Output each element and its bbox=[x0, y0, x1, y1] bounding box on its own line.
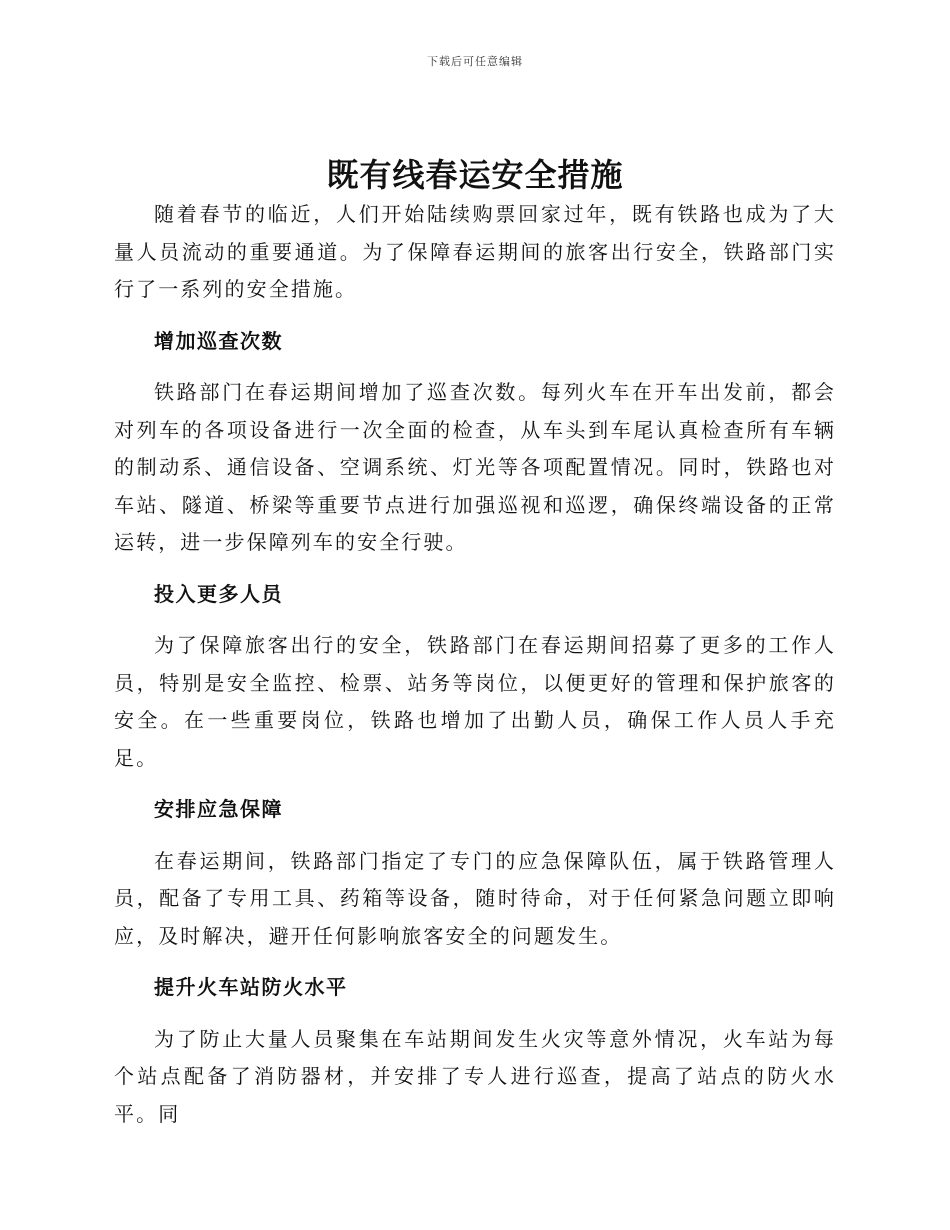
section-patrol bbox=[114, 323, 836, 562]
section-fire-safety bbox=[114, 969, 836, 1133]
section-heading: 安排应急保障 bbox=[154, 797, 283, 821]
document-body bbox=[114, 196, 836, 1133]
section-heading: 提升火车站防火水平 bbox=[154, 975, 348, 999]
section-paragraph: 为了保障旅客出行的安全，铁路部门在春运期间招募了更多的工作人员，特别是安全监控、检票、站务等岗位，以便更好的管理和保护旅客的安全。在一些重要岗位，铁路也增加了出勤人员，确保工作人员人手充足。 bbox=[114, 633, 836, 770]
header-note: 下载后可任意编辑 bbox=[427, 55, 523, 68]
section-paragraph: 在春运期间，铁路部门指定了专门的应急保障队伍，属于铁路管理人员，配备了专用工具、药箱等设备，随时待命，对于任何紧急问题立即响应，及时解决，避开任何影响旅客安全的问题发生。 bbox=[114, 848, 836, 948]
section-heading: 增加巡查次数 bbox=[154, 328, 283, 353]
section-heading: 投入更多人员 bbox=[154, 581, 283, 606]
document-title: 既有线春运安全措施 bbox=[326, 156, 624, 194]
section-emergency bbox=[114, 791, 836, 955]
section-staffing bbox=[114, 576, 836, 778]
intro-paragraph: 随着春节的临近，人们开始陆续购票回家过年，既有铁路也成为了大量人员流动的重要通道。为了保障春运期间的旅客出行安全，铁路部门实行了一系列的安全措施。 bbox=[114, 202, 836, 301]
section-paragraph: 为了防止大量人员聚集在车站期间发生火灾等意外情况，火车站为每个站点配备了消防器材，并安排了专人进行巡查，提高了站点的防火水平。同 bbox=[114, 1026, 836, 1126]
section-paragraph: 铁路部门在春运期间增加了巡查次数。每列火车在开车出发前，都会对列车的各项设备进行一次全面的检查，从车头到车尾认真检查所有车辆的制动系、通信设备、空调系统、灯光等各项配置情况。同时，铁路也对车站、隧道、桥梁等重要节点进行加强巡视和巡逻，确保终端设备的正常运转，进一步保障列车的安全行驶。 bbox=[114, 380, 836, 554]
